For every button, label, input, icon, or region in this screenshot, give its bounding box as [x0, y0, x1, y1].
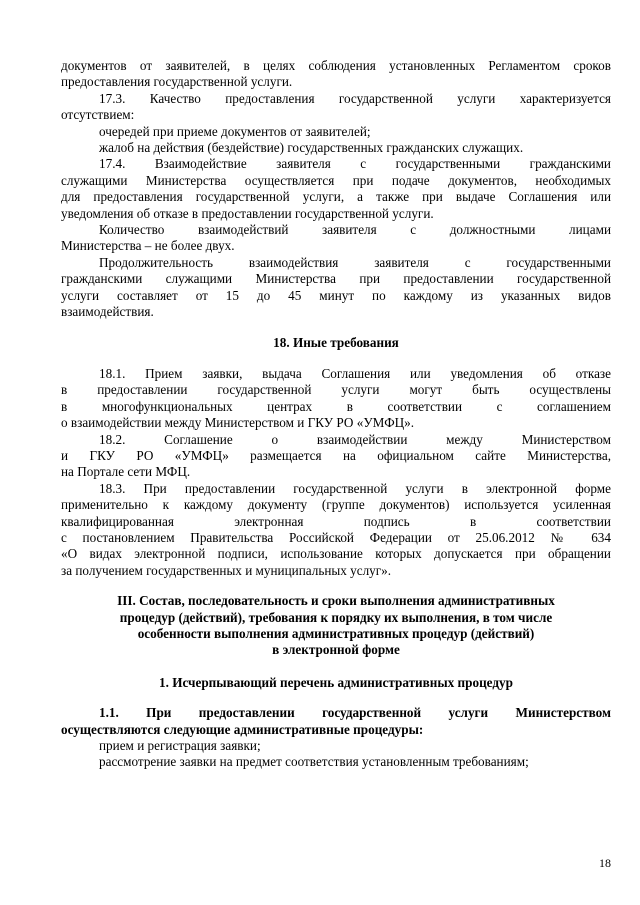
paragraph-18-3 — [61, 481, 611, 579]
list-item: прием и регистрация заявки; — [99, 738, 261, 754]
part-3-title — [61, 593, 611, 659]
document-page — [61, 58, 611, 771]
text-line: Количество взаимодействий заявителя с должностными лицами — [99, 222, 611, 238]
text-line: предоставления государственной услуги. — [61, 74, 293, 90]
text-line: на Портале сети МФЦ. — [61, 464, 191, 480]
text-line: 1.1. При предоставлении государственной услуги Министерством — [99, 705, 611, 721]
paragraph-17-3 — [61, 91, 611, 124]
paragraph-18-2 — [61, 432, 611, 481]
section-18-heading: 18. Иные требования — [273, 334, 399, 350]
text-line: и ГКУ РО «УМФЦ» размещается на официальном сайте Министерства, — [61, 447, 611, 463]
paragraph-17-4 — [61, 156, 611, 222]
text-line: уведомления об отказе в предоставлении государственной услуги. — [61, 205, 434, 221]
text-line: за получением государственных и муниципальных услуг». — [61, 562, 392, 578]
text-line: в многофункциональных центрах в соответствии с соглашением — [61, 398, 611, 414]
title-line: в электронной форме — [272, 642, 400, 658]
text-line: осуществляются следующие административные процедуры: — [61, 721, 424, 737]
subsection-1-heading: 1. Исчерпывающий перечень административных процедур — [159, 674, 513, 690]
page-number: 18 — [599, 855, 611, 870]
text-line: Министерства – не более двух. — [61, 238, 235, 254]
paragraph-interaction-count — [61, 222, 611, 255]
paragraph-18-1 — [61, 366, 611, 432]
paragraph-interaction-duration — [61, 255, 611, 321]
text-line: «О видах электронной подписи, использование которых допускается при обращении — [61, 546, 611, 562]
text-line: отсутствием: — [61, 107, 135, 123]
text-line: Продолжительность взаимодействия заявителя с государственными — [99, 254, 611, 270]
list-item: жалоб на действия (бездействие) государственных гражданских служащих. — [99, 140, 524, 156]
text-line: с постановлением Правительства Российской Федерации от 25.06.2012 № 634 — [61, 529, 611, 545]
text-line: квалифицированная электронная подпись в соответствии — [61, 513, 611, 529]
text-line: услуги составляет от 15 до 45 минут по каждому из указанных видов — [61, 287, 611, 303]
text-line: о взаимодействии между Министерством и ГКУ РО «УМФЦ». — [61, 415, 415, 431]
text-line: применительно к каждому документу (группе документов) используется усиленная — [61, 497, 611, 513]
text-line: для предоставления государственной услуги, а также при выдаче Соглашения или — [61, 189, 611, 205]
text-line: документов от заявителей, в целях соблюдения установленных Регламентом сроков — [61, 58, 611, 73]
list-item: рассмотрение заявки на предмет соответствия установленным требованиям; — [99, 754, 529, 770]
title-line: III. Состав, последовательность и сроки выполнения административных — [117, 593, 555, 609]
text-line: 18.1. Прием заявки, выдача Соглашения или уведомления об отказе — [99, 365, 611, 381]
text-line: 17.4. Взаимодействие заявителя с государственными гражданскими — [99, 156, 611, 172]
intro-paragraph — [61, 58, 611, 91]
text-line: взаимодействия. — [61, 304, 154, 320]
text-line: служащими Министерства осуществляется при подаче документов, необходимых — [61, 172, 611, 188]
paragraph-1-1 — [61, 705, 611, 738]
title-line: особенности выполнения административных процедур (действий) — [137, 626, 535, 641]
text-line: 18.2. Соглашение о взаимодействии между Министерством — [99, 431, 611, 447]
list-item: очередей при приеме документов от заявителей; — [99, 123, 371, 139]
text-line: в предоставлении государственной услуги могут быть осуществлены — [61, 382, 611, 398]
text-line: 17.3. Качество предоставления государственной услуги характеризуется — [99, 90, 611, 106]
text-line: гражданскими служащими Министерства при предоставлении государственной — [61, 271, 611, 287]
text-line: 18.3. При предоставлении государственной услуги в электронной форме — [99, 480, 611, 496]
title-line: процедур (действий), требования к порядку их выполнения, в том числе — [119, 609, 553, 625]
